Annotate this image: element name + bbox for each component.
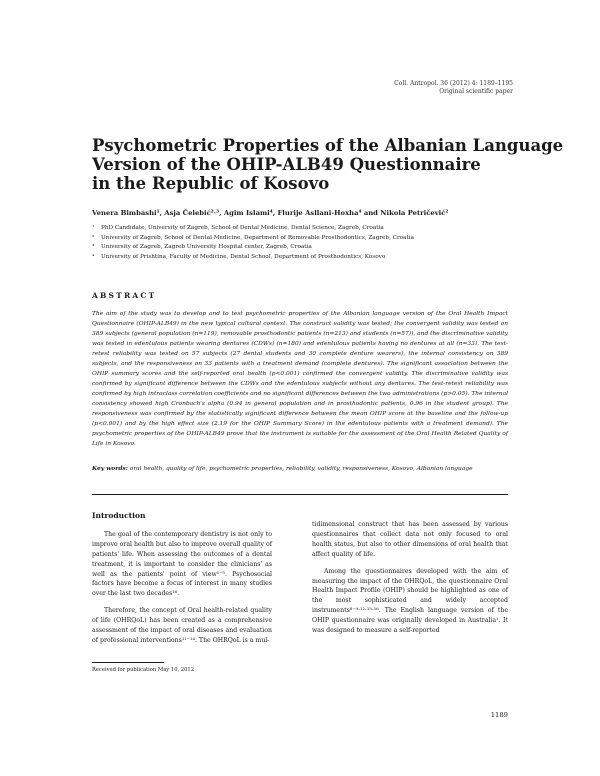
left-column: [92, 511, 272, 653]
affiliation-item: [92, 253, 414, 263]
title-line-3: in the Republic of Kosovo: [92, 174, 330, 193]
footnote-divider: [92, 662, 164, 663]
journal-citation: [394, 80, 513, 96]
affiliation-text: University of Zagreb, Zagreb University Hospital center, Zagreb, Croatia: [101, 244, 312, 250]
received-footnote: Received for publication May 10, 2012: [92, 667, 194, 673]
affiliation-text: University of Prishtina, Faculty of Medicine, Dental School, Department of Prosthodontics, Kosovo: [101, 253, 386, 260]
paragraph: The goal of the contemporary dentistry is not only to improve oral health but also to improve overall quality of patients' life. When assessing the outcomes of a dental treatment, it is important to consider the clinicians' as well as the patients' point of view¹⁻⁵. Psychosocial factors have become a focus of interest in many studies over the last two decades¹⁶.: [92, 530, 272, 598]
paragraph: tidimensional construct that has been assessed by various questionnaires that collect data not only focused to oral health status, but also to other dimensions of oral health that affect quality of life.: [312, 521, 508, 558]
title-line-2: Version of the OHIP-ALB49 Questionnaire: [92, 155, 481, 174]
article-type: Original scientific paper: [439, 88, 513, 95]
abstract-heading: ABSTRACT: [92, 291, 157, 300]
paper-title: [92, 136, 564, 193]
keywords-text: oral health, quality of life, psychometric properties, reliability, validity, responsiveness, Kosovo, Albanian language: [127, 466, 473, 472]
page-number: 1189: [490, 711, 508, 719]
affiliation-text: University of Zagreb, School of Dental Medicine, Department of Removable Prosthodontics, Zagreb, Croatia: [101, 234, 415, 241]
affiliation-number: ¹: [92, 225, 95, 231]
journal-reference: Coll. Antropol. 36 (2012) 4: 1189–1195: [394, 80, 513, 87]
affiliation-list: [92, 224, 414, 262]
paragraph: Among the questionnaires developed with the aim of measuring the impact of the OHRQoL, the questionnaire Oral Health Impact Profile (OHIP) should be highlighted as one of the most sophisticated and widely accepted instruments⁸⁻⁹·¹²·¹⁵·¹⁶. The English language version of the OHIP questionnaire was originally developed in Australia¹. It was designed to measure a self-reported: [312, 567, 508, 635]
keywords-label: Key words:: [92, 465, 128, 472]
author-list: Venera Bimbashi¹, Asja Čelebić²·³, Agim Islami⁴, Flurije Asllani-Hoxha⁴ and Nikola Petričević²: [92, 209, 449, 217]
affiliation-text: PhD Candidate, University of Zagreb, School of Dental Medicine, Dental Science, Zagreb, Croatia: [101, 225, 384, 231]
affiliation-number: ³: [92, 244, 95, 250]
affiliation-number: ²: [92, 234, 95, 241]
section-divider: [92, 494, 508, 495]
keywords: [92, 464, 508, 474]
affiliation-item: [92, 243, 414, 253]
right-column: [312, 520, 508, 643]
abstract-text: The aim of the study was to develop and to test psychometric properties of the Albanian language version of the Oral Health Impact Questionnaire (OHIP-ALB49) in the new typical cultural context. The construct validity was tested; the convergent validity was tested on 389 subjects (general population (n=119), removable prosthodontic patients (n=213) and students (n=57)), and the discriminative validity was tested in edentulous patients wearing dentures (CDWs) (n=180) and edentulous patients having no dentures at all (n=33). The test-retest reliability was tested on 57 subjects (27 dental students and 30 complete denture wearers), the internal consistency on 389 subjects, and the responsiveness on 33 patients with a treatment demand (complete dentures). The significant association between the OHIP summary scores and the self-reported oral health (p<0.001) confirmed the convergent validity. The discriminative validity was confirmed by significant difference between the CDWs and the edentulous subjects without any dentures. The test-retest reliability was confirmed by high intraclass correlation coefficients and no significant differences between the two administrations (p>0.05). The internal consistency showed high Cronbach's alpha (0.94 in general population and in prosthodontic patients, 0.96 in the student group). The responsiveness was confirmed by the statistically significant difference between the mean OHIP score at the baseline and the follow-up (p<0.001) and by the high effect size (2.19 for the OHIP Summary Score) in the edentulous patients with a treatment demand). The psychometric properties of the OHIP-ALB49 prove that the instrument is suitable for the assessment of the Oral Health Related Quality of Life in Kosovo.: [92, 311, 508, 447]
paragraph: Therefore, the concept of Oral health-related quality of life (OHRQoL) has been created as a comprehensive assessment of the impact of oral diseases and evaluation of professional interventions¹¹⁻¹⁴. The OHRQoL is a mul-: [92, 607, 272, 644]
affiliation-item: [92, 234, 414, 244]
affiliation-item: [92, 224, 414, 234]
title-line-1: Psychometric Properties of the Albanian Language: [92, 136, 564, 155]
section-heading: Introduction: [92, 511, 146, 520]
affiliation-number: ⁴: [92, 253, 95, 260]
